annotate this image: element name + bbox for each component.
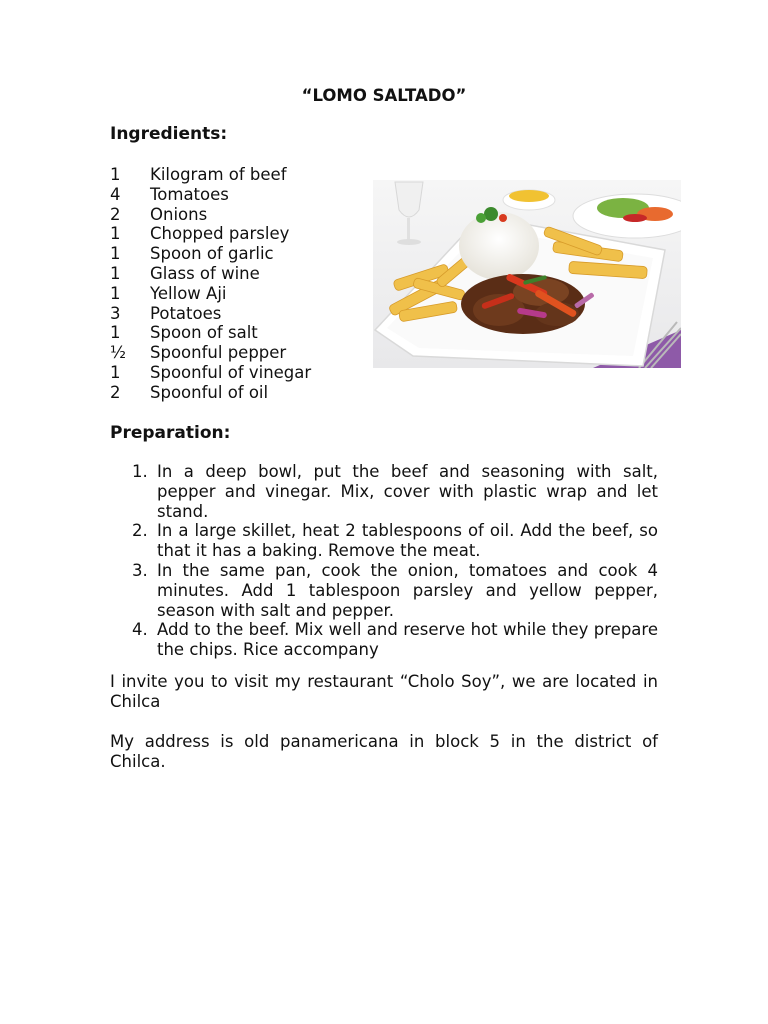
ingredient-qty: 1 xyxy=(110,165,121,184)
step-text: In a large skillet, heat 2 tablespoons of oil. Add the beef, so that it has a baking. Remove the meat. xyxy=(157,521,658,561)
ingredient-name: Glass of wine xyxy=(150,263,260,283)
ingredient-qty: 1 xyxy=(110,283,121,303)
ingredient-name: Spoonful pepper xyxy=(150,343,287,363)
ingredient-row xyxy=(110,264,311,284)
step-number: 4. xyxy=(132,620,148,640)
ingredient-name: Spoonful of vinegar xyxy=(150,362,312,382)
ingredient-name: Spoonful of oil xyxy=(150,382,269,402)
step-number: 1. xyxy=(132,462,148,481)
step-item xyxy=(110,561,658,620)
step-text: In a deep bowl, put the beef and seasoning with salt, pepper and vinegar. Mix, cover with plastic wrap and let stand. xyxy=(157,462,658,521)
ingredient-name: Tomatoes xyxy=(150,184,229,204)
step-item xyxy=(110,462,658,521)
ingredient-row xyxy=(110,343,311,363)
ingredient-name: Onions xyxy=(150,204,208,224)
ingredient-qty: 3 xyxy=(110,303,121,323)
step-number: 2. xyxy=(132,521,148,541)
ingredient-row xyxy=(110,244,311,264)
ingredient-qty: 2 xyxy=(110,204,121,224)
preparation-steps xyxy=(110,462,658,660)
step-number: 3. xyxy=(132,560,148,580)
ingredient-qty: ½ xyxy=(110,343,126,363)
step-text: In the same pan, cook the onion, tomatoes and cook 4 minutes. Add 1 tablespoon parsley and yellow pepper, season with salt and pepper. xyxy=(157,560,658,620)
dish-photo xyxy=(373,180,681,368)
ingredient-name: Potatoes xyxy=(150,303,222,323)
ingredient-qty: 1 xyxy=(110,244,121,264)
ingredient-name: Spoon of salt xyxy=(150,323,258,343)
step-item xyxy=(110,620,658,660)
ingredient-qty: 1 xyxy=(110,224,121,244)
ingredient-row xyxy=(110,323,311,343)
ingredient-qty: 1 xyxy=(110,263,121,283)
invite-paragraph: I invite you to visit my restaurant “Cholo Soy”, we are located in Chilca xyxy=(110,672,658,711)
ingredient-name: Kilogram of beef xyxy=(150,165,287,184)
step-text: Add to the beef. Mix well and reserve hot while they prepare the chips. Rice accompany xyxy=(157,620,658,660)
ingredient-row xyxy=(110,383,311,403)
ingredient-row xyxy=(110,284,311,304)
ingredients-list xyxy=(110,165,311,403)
step-item xyxy=(110,521,658,561)
ingredient-row xyxy=(110,363,311,383)
ingredient-name: Yellow Aji xyxy=(150,283,227,303)
ingredient-qty: 1 xyxy=(110,323,121,343)
ingredient-name: Spoon of garlic xyxy=(150,244,274,264)
ingredient-row xyxy=(110,205,311,225)
ingredients-heading: Ingredients: xyxy=(110,124,228,144)
recipe-title: “LOMO SALTADO” xyxy=(301,86,467,105)
ingredient-row xyxy=(110,304,311,324)
ingredient-row xyxy=(110,165,311,185)
ingredient-qty: 1 xyxy=(110,362,121,382)
ingredient-qty: 2 xyxy=(110,382,121,402)
preparation-heading: Preparation: xyxy=(110,423,231,443)
ingredient-qty: 4 xyxy=(110,184,121,204)
ingredient-name: Chopped parsley xyxy=(150,224,290,244)
ingredient-row xyxy=(110,185,311,205)
ingredient-row xyxy=(110,224,311,244)
address-paragraph: My address is old panamericana in block 5 in the district of Chilca. xyxy=(110,732,658,771)
